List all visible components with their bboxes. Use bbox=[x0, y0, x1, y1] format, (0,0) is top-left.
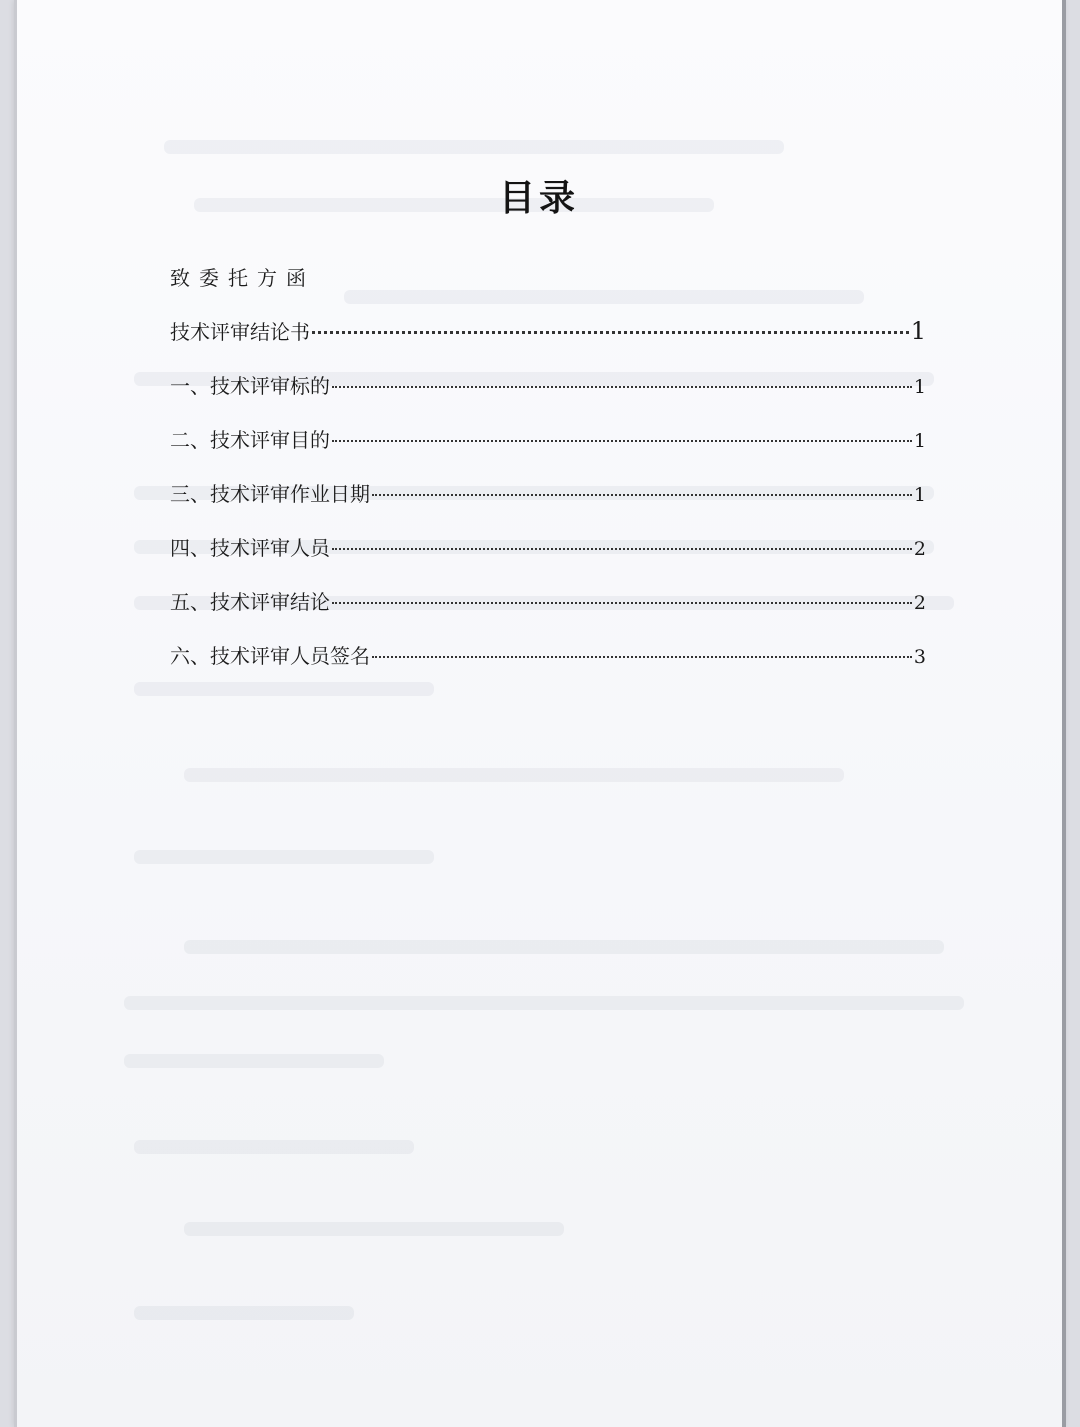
toc-entry[interactable] bbox=[170, 316, 926, 348]
toc-entry[interactable] bbox=[170, 586, 926, 618]
toc-entry[interactable] bbox=[170, 370, 926, 402]
toc-entry-label: 六、技术评审人员签名 bbox=[170, 644, 370, 668]
toc-page-number: 3 bbox=[913, 646, 926, 668]
toc-page-number: 1 bbox=[910, 317, 926, 345]
toc-leader-dots bbox=[372, 655, 912, 658]
toc-entry-label: 技术评审结论书 bbox=[170, 320, 310, 344]
toc-page-number: 1 bbox=[913, 484, 926, 506]
toc-page-number: 2 bbox=[913, 538, 926, 560]
toc-letter-entry[interactable] bbox=[170, 262, 926, 294]
toc-leader-dots bbox=[332, 601, 912, 604]
toc-title: 目录 bbox=[498, 177, 579, 219]
toc-leader-dots bbox=[332, 439, 912, 442]
scan-right-edge bbox=[1062, 0, 1066, 1427]
toc-page-number: 1 bbox=[913, 430, 926, 452]
toc-entry[interactable] bbox=[170, 532, 926, 564]
toc-entry-label: 一、技术评审标的 bbox=[170, 374, 330, 398]
toc-letter-label: 致委托方函 bbox=[170, 266, 315, 290]
toc-entry-label: 二、技术评审目的 bbox=[170, 428, 330, 452]
toc-entry[interactable] bbox=[170, 640, 926, 672]
toc-leader-dots bbox=[332, 547, 912, 550]
toc-entry-label: 五、技术评审结论 bbox=[170, 590, 330, 614]
scan-left-edge bbox=[14, 0, 17, 1427]
document-page bbox=[14, 0, 1064, 1427]
toc-entry-label: 三、技术评审作业日期 bbox=[170, 482, 370, 506]
toc-entry-label: 四、技术评审人员 bbox=[170, 536, 330, 560]
toc-entry[interactable] bbox=[170, 478, 926, 510]
toc-page-number: 1 bbox=[913, 376, 926, 398]
toc-page-number: 2 bbox=[913, 592, 926, 614]
toc-leader-dots bbox=[312, 330, 909, 334]
toc-leader-dots bbox=[372, 493, 912, 496]
toc-entry[interactable] bbox=[170, 424, 926, 456]
toc-leader-dots bbox=[332, 385, 912, 388]
